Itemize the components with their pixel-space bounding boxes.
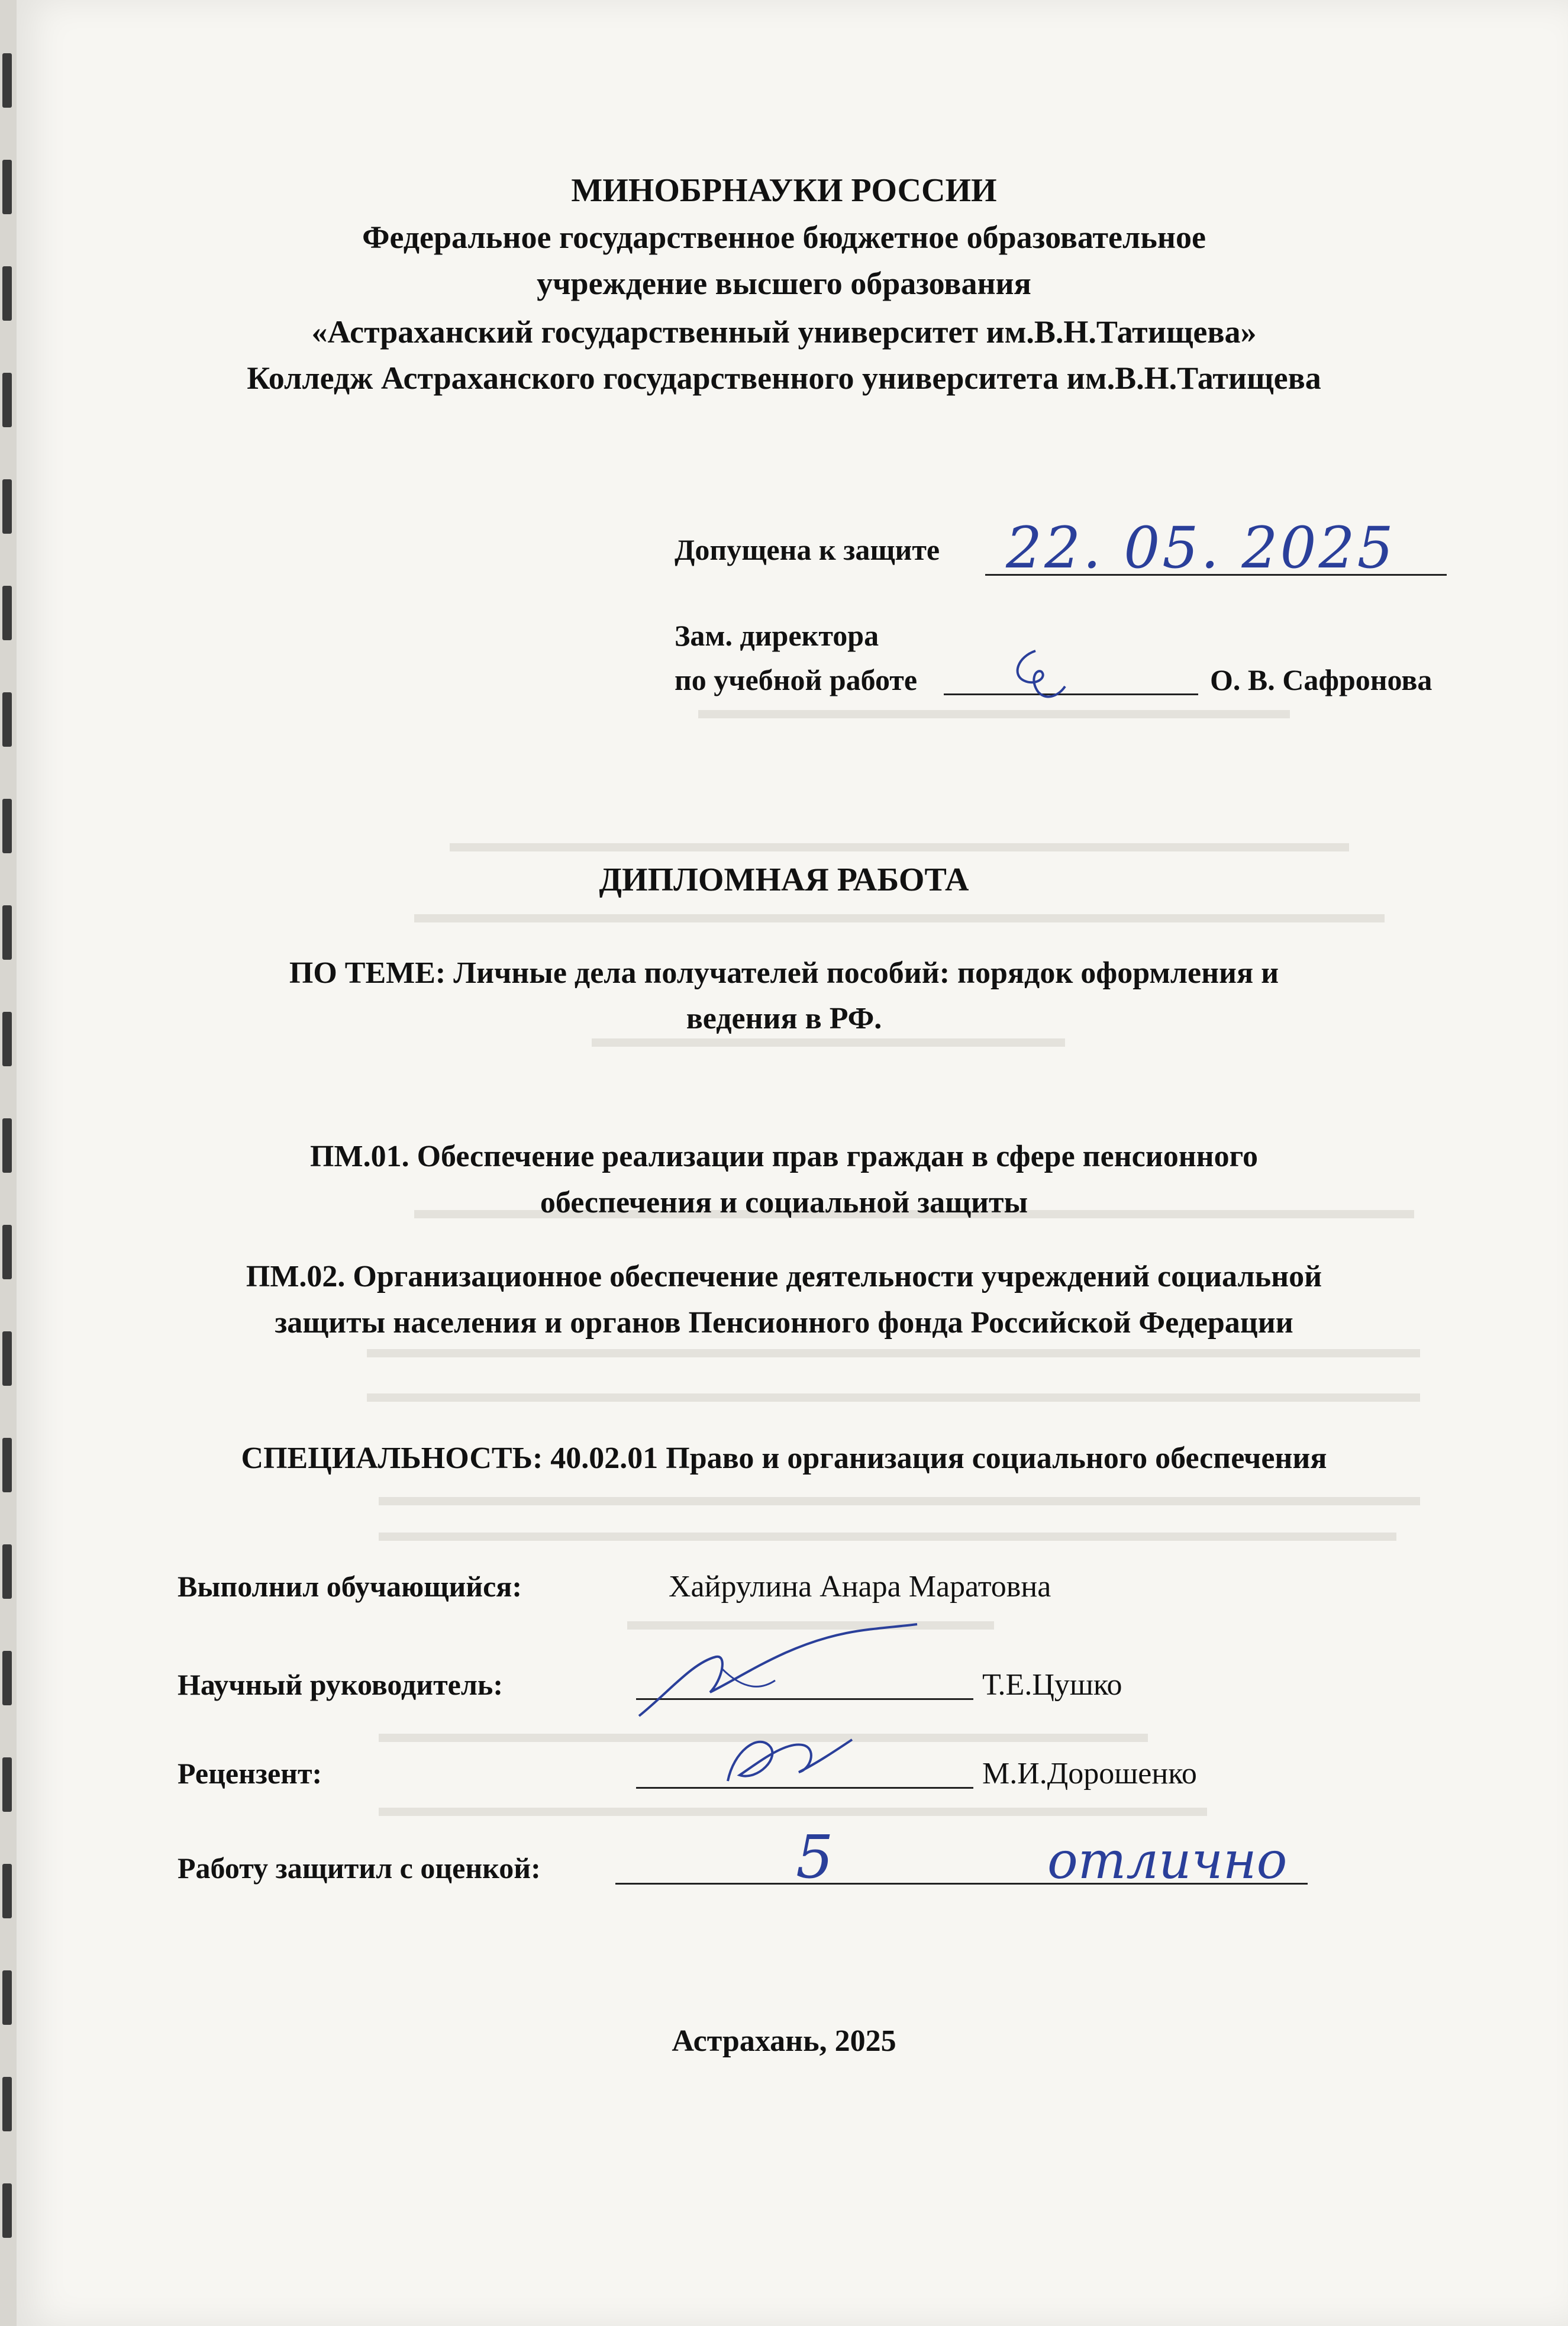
topic-line1: ПО ТЕМЕ: Личные дела получателей пособий: порядок оформления и [289, 956, 1279, 990]
binding-hole [2, 2077, 12, 2131]
deputy-title-line2: по учебной работе [675, 663, 918, 696]
binding-hole [2, 53, 12, 108]
pm01-line1: ПМ.01. Обеспечение реализации прав граждан в сфере пенсионного [310, 1140, 1258, 1173]
binding-hole [2, 692, 12, 747]
grade-value: 5 [796, 1822, 834, 1892]
binding-hole [2, 1864, 12, 1918]
deputy-name: О. В. Сафронова [1210, 663, 1433, 696]
binding-hole [2, 2183, 12, 2238]
binding-hole [2, 586, 12, 640]
binding-hole [2, 479, 12, 534]
pm02-line1: ПМ.02. Организационное обеспечение деятельности учреждений социальной [246, 1260, 1322, 1293]
student-label: Выполнил обучающийся: [178, 1570, 522, 1603]
city-year: Астрахань, 2025 [672, 2024, 896, 2058]
reviewer-name: М.И.Дорошенко [982, 1757, 1197, 1791]
binding-hole [2, 1970, 12, 2025]
admitted-label: Допущена к защите [675, 533, 940, 566]
pm02-line2: защиты населения и органов Пенсионного фонда Российской Федерации [275, 1306, 1293, 1340]
reviewer-label: Рецензент: [178, 1757, 322, 1790]
admitted-date: 22. 05. 2025 [1006, 515, 1396, 581]
grade-word: отлично [1047, 1831, 1288, 1891]
institution-line2: учреждение высшего образования [537, 266, 1031, 301]
document-type: ДИПЛОМНАЯ РАБОТА [599, 862, 969, 898]
reviewer-signature [704, 1716, 858, 1799]
grade-label: Работу защитил с оценкой: [178, 1851, 541, 1885]
supervisor-signature [621, 1621, 929, 1728]
ministry-title: МИНОБРНАУКИ РОССИИ [571, 172, 997, 209]
binding-hole [2, 1651, 12, 1705]
binding-hole [2, 799, 12, 853]
college-name: Колледж Астраханского государственного университета им.В.Н.Татищева [247, 360, 1321, 396]
topic-line2: ведения в РФ. [686, 1002, 882, 1035]
supervisor-label: Научный руководитель: [178, 1668, 503, 1701]
deputy-signature [994, 645, 1077, 710]
institution-line1: Федеральное государственное бюджетное образовательное [362, 220, 1206, 255]
university-name: «Астраханский государственный университет им.В.Н.Татищева» [311, 314, 1257, 350]
binding-hole [2, 1544, 12, 1599]
binding-hole [2, 1757, 12, 1812]
binding-hole [2, 905, 12, 960]
supervisor-name: Т.Е.Цушко [982, 1668, 1122, 1702]
pm01-line2: обеспечения и социальной защиты [540, 1186, 1028, 1220]
deputy-title-line1: Зам. директора [675, 619, 879, 652]
specialty: СПЕЦИАЛЬНОСТЬ: 40.02.01 Право и организация социального обеспечения [241, 1441, 1327, 1475]
student-name: Хайрулина Анара Маратовна [669, 1570, 1051, 1604]
